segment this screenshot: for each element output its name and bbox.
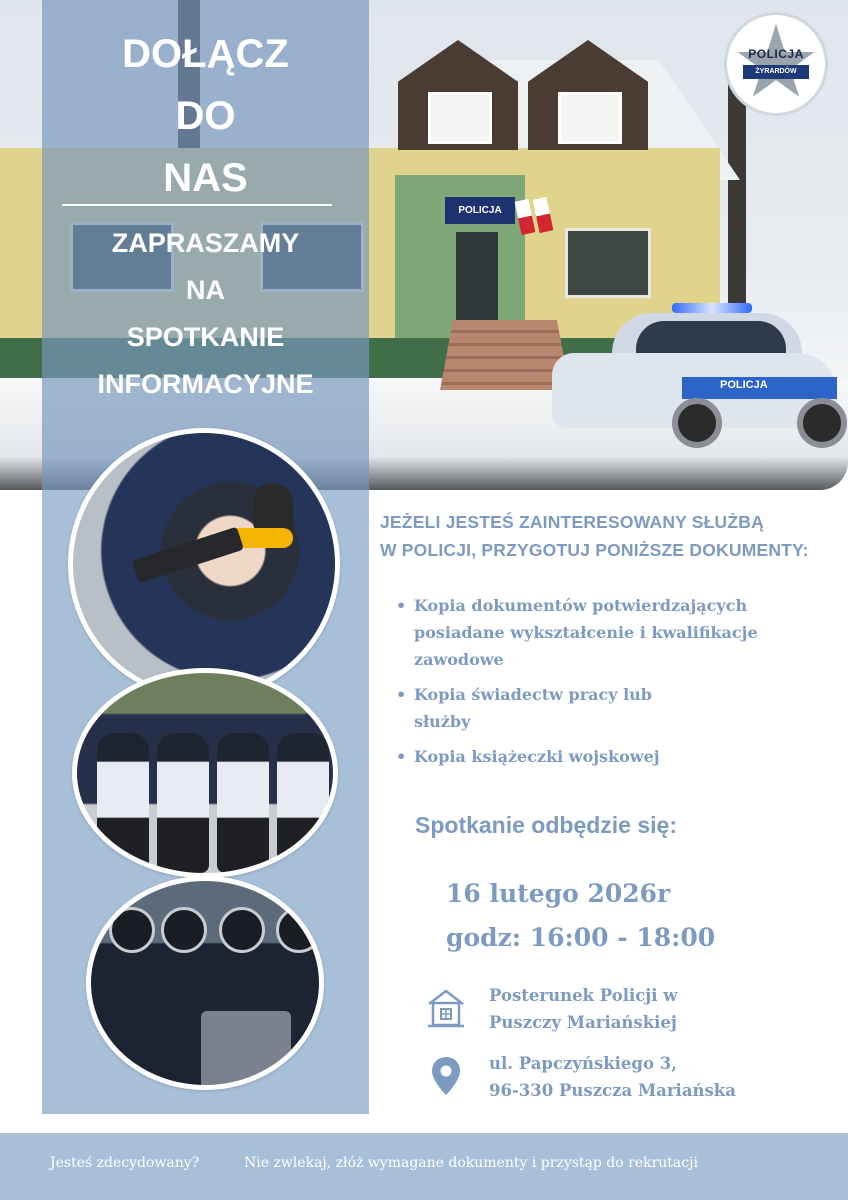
- title-panel: [42, 0, 369, 490]
- meeting-time: godz: 16:00 - 18:00: [446, 923, 716, 952]
- dormer-window: [398, 40, 518, 150]
- list-item: • Kopia dokumentów potwierdzających posiadane wykształcenie i kwalifikacje zawodowe: [396, 592, 836, 673]
- dormer-window: [528, 40, 648, 150]
- documents-list: [396, 592, 836, 778]
- title-divider: [62, 204, 332, 206]
- subtitle-line-4: INFORMACYJNE: [97, 369, 314, 399]
- badge-name: POLICJA: [748, 47, 804, 61]
- station-door: [456, 232, 498, 324]
- meeting-datetime: [446, 872, 715, 960]
- house-icon: [426, 986, 466, 1030]
- list-item: • Kopia świadectw pracy lub służby: [396, 681, 836, 735]
- photo-riot-officers: [86, 876, 324, 1090]
- list-item: • Kopia książeczki wojskowej: [396, 743, 836, 770]
- footer-band: [0, 1133, 848, 1200]
- subtitle-line-2: NA: [186, 275, 225, 305]
- subtitle-line-1: ZAPRASZAMY: [111, 228, 300, 258]
- intro-line-2: W POLICJI, PRZYGOTUJ PONIŻSZE DOKUMENTY:: [380, 540, 809, 560]
- police-car: [552, 303, 842, 453]
- intro-line-1: JEŻELI JESTEŚ ZAINTERESOWANY SŁUŻBĄ: [380, 512, 764, 532]
- footer-question: Jesteś zdecydowany?: [50, 1155, 200, 1171]
- entrance-stairs: [440, 320, 570, 390]
- station-sign: POLICJA: [445, 197, 515, 224]
- address-line-2: 96-330 Puszcza Mariańska: [489, 1081, 736, 1100]
- title-line-2: DO: [175, 94, 236, 138]
- map-pin-icon: [426, 1054, 466, 1098]
- footer-call-to-action: Nie zwlekaj, złóż wymagane dokumenty i przystąp do rekrutacji: [244, 1155, 698, 1171]
- car-label: POLICJA: [720, 379, 768, 391]
- star-icon: [736, 24, 816, 104]
- building-window: [565, 228, 651, 298]
- police-logo-badge: [727, 15, 825, 113]
- badge-city: ŻYRARDÓW: [743, 65, 809, 79]
- address-line-1: ul. Papczyńskiego 3,: [489, 1054, 677, 1073]
- intro-text: [380, 508, 840, 564]
- meeting-heading: Spotkanie odbędzie się:: [415, 812, 677, 838]
- title-line-1: DOŁĄCZ: [122, 32, 289, 76]
- light-bar: [672, 303, 752, 313]
- photo-officer-shooting: [68, 428, 340, 700]
- meeting-date: 16 lutego 2026r: [446, 879, 671, 908]
- place-line-2: Puszczy Mariańskiej: [489, 1013, 677, 1032]
- subtitle-line-3: SPOTKANIE: [126, 322, 285, 352]
- place-line-1: Posterunek Policji w: [489, 986, 678, 1005]
- photo-police-motorcycles: [72, 668, 338, 878]
- title-line-3: NAS: [163, 156, 248, 200]
